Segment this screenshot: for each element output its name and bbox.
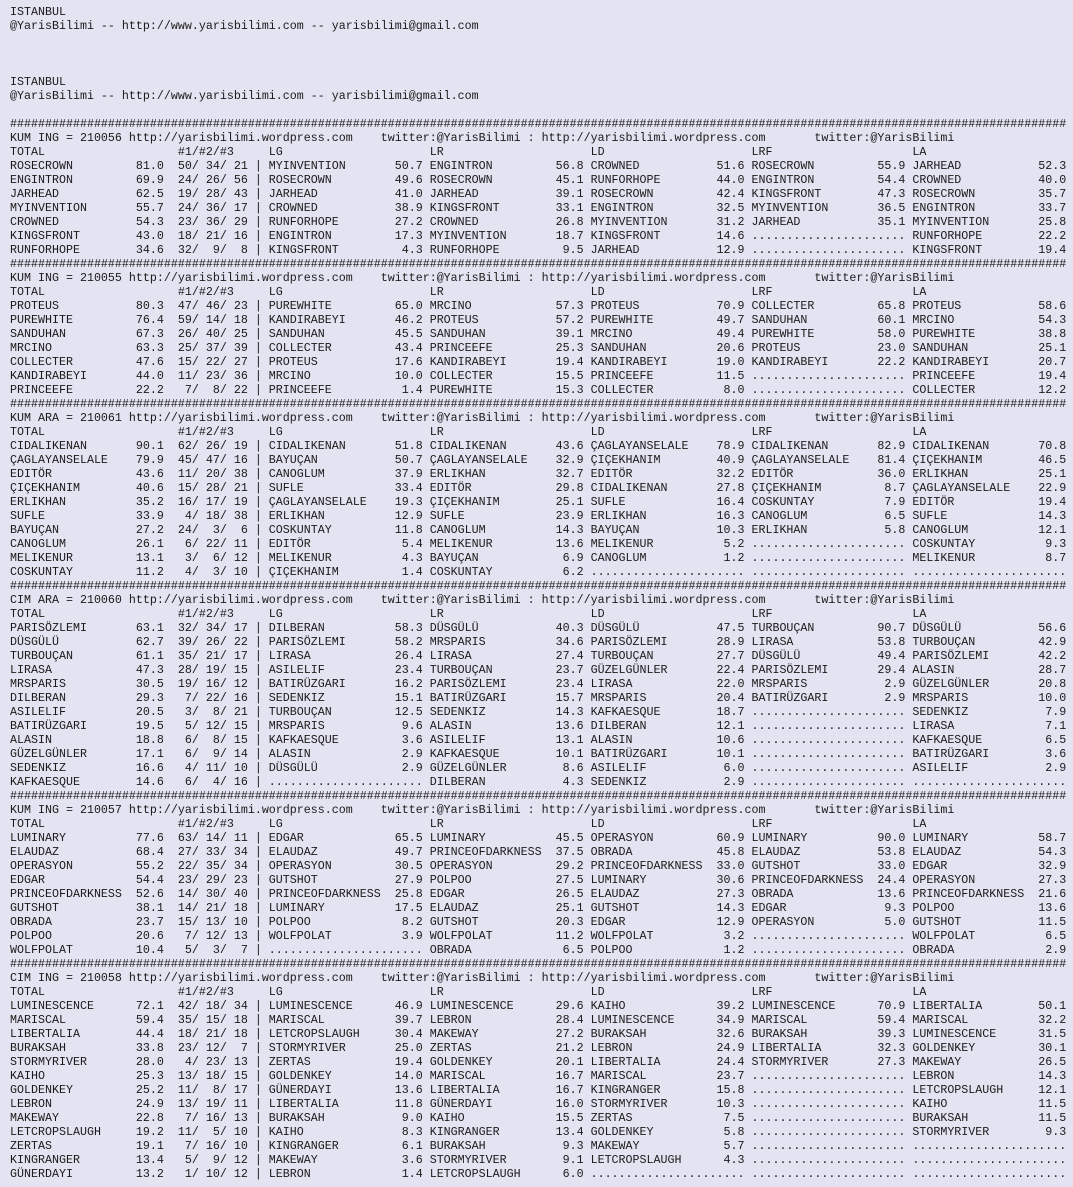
stats-row: ASILELIF 20.5 3/ 8/ 21 | TURBOUÇAN 12.5 SEDENKIZ 14.3 KAFKAESQUE 18.7 ...................... SEDENKIZ 7.9 [10, 705, 1067, 719]
stats-row: EDITÖR 43.6 11/ 20/ 38 | CANOGLUM 37.9 ERLIKHAN 32.7 EDITÖR 32.2 EDITÖR 36.0 ERLIKHAN 25.1 [10, 467, 1067, 481]
stats-row: CIDALIKENAN 90.1 62/ 26/ 19 | CIDALIKENAN 51.8 CIDALIKENAN 43.6 ÇAGLAYANSELALE 78.9 CIDALIKENAN 82.9 CIDALIKENAN 70.8 [10, 439, 1067, 453]
stats-row: OPERASYON 55.2 22/ 35/ 34 | OPERASYON 30.5 OPERASYON 29.2 PRINCEOFDARKNESS 33.0 GUTSHOT 33.0 EDGAR 32.9 [10, 859, 1067, 873]
stats-row: PRINCEOFDARKNESS 52.6 14/ 30/ 40 | PRINCEOFDARKNESS 25.8 EDGAR 26.5 ELAUDAZ 27.3 OBRADA 13.6 PRINCEOFDARKNESS 21.6 [10, 887, 1067, 901]
preamble-line: @YarisBilimi -- http://www.yarisbilimi.com -- yarisbilimi@gmail.com [10, 89, 479, 103]
stats-row: SANDUHAN 67.3 26/ 40/ 25 | SANDUHAN 45.5 SANDUHAN 39.1 MRCINO 49.4 PUREWHITE 58.0 PUREWHITE 38.8 [10, 327, 1067, 341]
column-headers-line: TOTAL #1/#2/#3 LG LR LD LRF LA [10, 985, 927, 999]
section-title-line: CIM ARA = 210060 http://yarisbilimi.wordpress.com twitter:@YarisBilimi : http://yarisbilimi.wordpress.com twitter:@YarisBilimi [10, 593, 955, 607]
blank-line [10, 103, 1073, 117]
stats-row: SUFLE 33.9 4/ 18/ 38 | ERLIKHAN 12.9 SUFLE 23.9 ERLIKHAN 16.3 CANOGLUM 6.5 SUFLE 14.3 [10, 509, 1067, 523]
preamble-line: ISTANBUL [10, 75, 66, 89]
stats-row: MELIKENUR 13.1 3/ 6/ 12 | MELIKENUR 4.3 BAYUÇAN 6.9 CANOGLUM 1.2 ...................... MELIKENUR 8.7 [10, 551, 1067, 565]
stats-row: SEDENKIZ 16.6 4/ 11/ 10 | DÜSGÜLÜ 2.9 GÜZELGÜNLER 8.6 ASILELIF 6.0 ...................... ASILELIF 2.9 [10, 761, 1067, 775]
stats-row: ERLIKHAN 35.2 16/ 17/ 19 | ÇAGLAYANSELALE 19.3 ÇIÇEKHANIM 25.1 SUFLE 16.4 COSKUNTAY 7.9 EDITÖR 19.4 [10, 495, 1067, 509]
stats-row: LEBRON 24.9 13/ 19/ 11 | LIBERTALIA 11.8 GÜNERDAYI 16.0 STORMYRIVER 10.3 ...................... KAIHO 11.5 [10, 1097, 1067, 1111]
stats-row: PRINCEEFE 22.2 7/ 8/ 22 | PRINCEEFE 1.4 PUREWHITE 15.3 COLLECTER 8.0 ...................... COLLECTER 12.2 [10, 383, 1067, 397]
stats-row: MRCINO 63.3 25/ 37/ 39 | COLLECTER 43.4 PRINCEEFE 25.3 SANDUHAN 20.6 PROTEUS 23.0 SANDUHAN 25.1 [10, 341, 1067, 355]
section-cim-ara-210060 [10, 579, 1073, 789]
stats-row: ENGINTRON 69.9 24/ 26/ 56 | ROSECROWN 49.6 ROSECROWN 45.1 RUNFORHOPE 44.0 ENGINTRON 54.4 CROWNED 40.0 [10, 173, 1067, 187]
column-headers-line: TOTAL #1/#2/#3 LG LR LD LRF LA [10, 145, 927, 159]
stats-row: MARISCAL 59.4 35/ 15/ 18 | MARISCAL 39.7 LEBRON 28.4 LUMINESCENCE 34.9 MARISCAL 59.4 MARISCAL 32.2 [10, 1013, 1067, 1027]
section-kum-ing-210056 [10, 117, 1073, 257]
stats-row: LETCROPSLAUGH 19.2 11/ 5/ 10 | KAIHO 8.3 KINGRANGER 13.4 GOLDENKEY 5.8 ...................... STORMYRIVER 9.3 [10, 1125, 1067, 1139]
stats-row: ZERTAS 19.1 7/ 16/ 10 | KINGRANGER 6.1 BURAKSAH 9.3 MAKEWAY 5.7 ...................... ...................... [10, 1139, 1067, 1153]
section-title-line: KUM ARA = 210061 http://yarisbilimi.wordpress.com twitter:@YarisBilimi : http://yarisbilimi.wordpress.com twitter:@YarisBilimi [10, 411, 955, 425]
section-title-line: KUM ING = 210057 http://yarisbilimi.wordpress.com twitter:@YarisBilimi : http://yarisbilimi.wordpress.com twitter:@YarisBilimi [10, 803, 955, 817]
section-title-line: KUM ING = 210056 http://yarisbilimi.wordpress.com twitter:@YarisBilimi : http://yarisbilimi.wordpress.com twitter:@YarisBilimi [10, 131, 955, 145]
stats-row: DILBERAN 29.3 7/ 22/ 16 | SEDENKIZ 15.1 BATIRÜZGARI 15.7 MRSPARIS 20.4 BATIRÜZGARI 2.9 MRSPARIS 10.0 [10, 691, 1067, 705]
stats-row: PARISÖZLEMI 63.1 32/ 34/ 17 | DILBERAN 58.3 DÜSGÜLÜ 40.3 DÜSGÜLÜ 47.5 TURBOUÇAN 90.7 DÜSGÜLÜ 56.6 [10, 621, 1067, 635]
stats-row: GÜNERDAYI 13.2 1/ 10/ 12 | LEBRON 1.4 LETCROPSLAUGH 6.0 ...................... ...................... ...................... [10, 1167, 1067, 1181]
blank-line [10, 47, 1073, 61]
stats-row: PROTEUS 80.3 47/ 46/ 23 | PUREWHITE 65.0 MRCINO 57.3 PROTEUS 70.9 COLLECTER 65.8 PROTEUS 58.6 [10, 299, 1067, 313]
stats-row: ALASIN 18.8 6/ 8/ 15 | KAFKAESQUE 3.6 ASILELIF 13.1 ALASIN 10.6 ...................... KAFKAESQUE 6.5 [10, 733, 1067, 747]
section-cim-ing-210058 [10, 957, 1073, 1181]
section-title-line: KUM ING = 210055 http://yarisbilimi.wordpress.com twitter:@YarisBilimi : http://yarisbilimi.wordpress.com twitter:@YarisBilimi [10, 271, 955, 285]
blank-line [10, 33, 1073, 47]
stats-row: COLLECTER 47.6 15/ 22/ 27 | PROTEUS 17.6 KANDIRABEYI 19.4 KANDIRABEYI 19.0 KANDIRABEYI 22.2 KANDIRABEYI 20.7 [10, 355, 1067, 369]
section-separator: ####################################################################################################################################################### [10, 789, 1067, 803]
stats-row: EDGAR 54.4 23/ 29/ 23 | GUTSHOT 27.9 POLPOO 27.5 LUMINARY 30.6 PRINCEOFDARKNESS 24.4 OPERASYON 27.3 [10, 873, 1067, 887]
stats-row: JARHEAD 62.5 19/ 28/ 43 | JARHEAD 41.0 JARHEAD 39.1 ROSECROWN 42.4 KINGSFRONT 47.3 ROSECROWN 35.7 [10, 187, 1067, 201]
section-kum-ing-210057 [10, 789, 1073, 957]
stats-row: BURAKSAH 33.8 23/ 12/ 7 | STORMYRIVER 25.0 ZERTAS 21.2 LEBRON 24.9 LIBERTALIA 32.3 GOLDENKEY 30.1 [10, 1041, 1067, 1055]
stats-row: KAFKAESQUE 14.6 6/ 4/ 16 | ...................... DILBERAN 4.3 SEDENKIZ 2.9 ...................... ...................... [10, 775, 1067, 789]
stats-row: LUMINESCENCE 72.1 42/ 18/ 34 | LUMINESCENCE 46.9 LUMINESCENCE 29.6 KAIHO 39.2 LUMINESCENCE 70.9 LIBERTALIA 50.1 [10, 999, 1067, 1013]
stats-row: MRSPARIS 30.5 19/ 16/ 12 | BATIRÜZGARI 16.2 PARISÖZLEMI 23.4 LIRASA 22.0 MRSPARIS 2.9 GÜZELGÜNLER 20.8 [10, 677, 1067, 691]
preamble-line: ISTANBUL [10, 5, 66, 19]
stats-row: LIRASA 47.3 28/ 19/ 15 | ASILELIF 23.4 TURBOUÇAN 23.7 GÜZELGÜNLER 22.4 PARISÖZLEMI 29.4 ALASIN 28.7 [10, 663, 1067, 677]
stats-row: DÜSGÜLÜ 62.7 39/ 26/ 22 | PARISÖZLEMI 58.2 MRSPARIS 34.6 PARISÖZLEMI 28.9 LIRASA 53.8 TURBOUÇAN 42.9 [10, 635, 1067, 649]
section-kum-ara-210061 [10, 397, 1073, 579]
stats-row: LIBERTALIA 44.4 18/ 21/ 18 | LETCROPSLAUGH 30.4 MAKEWAY 27.2 BURAKSAH 32.6 BURAKSAH 39.3 LUMINESCENCE 31.5 [10, 1027, 1067, 1041]
section-separator: ####################################################################################################################################################### [10, 397, 1067, 411]
section-separator: ####################################################################################################################################################### [10, 257, 1067, 271]
stats-row: ROSECROWN 81.0 50/ 34/ 21 | MYINVENTION 50.7 ENGINTRON 56.8 CROWNED 51.6 ROSECROWN 55.9 JARHEAD 52.3 [10, 159, 1067, 173]
column-headers-line: TOTAL #1/#2/#3 LG LR LD LRF LA [10, 817, 927, 831]
stats-row: TURBOUÇAN 61.1 35/ 21/ 17 | LIRASA 26.4 LIRASA 27.4 TURBOUÇAN 27.7 DÜSGÜLÜ 49.4 PARISÖZLEMI 42.2 [10, 649, 1067, 663]
stats-row: LUMINARY 77.6 63/ 14/ 11 | EDGAR 65.5 LUMINARY 45.5 OPERASYON 60.9 LUMINARY 90.0 LUMINARY 58.7 [10, 831, 1067, 845]
preamble-line: @YarisBilimi -- http://www.yarisbilimi.com -- yarisbilimi@gmail.com [10, 19, 479, 33]
section-kum-ing-210055 [10, 257, 1073, 397]
column-headers-line: TOTAL #1/#2/#3 LG LR LD LRF LA [10, 607, 927, 621]
stats-row: BAYUÇAN 27.2 24/ 3/ 6 | COSKUNTAY 11.8 CANOGLUM 14.3 BAYUÇAN 10.3 ERLIKHAN 5.8 CANOGLUM 12.1 [10, 523, 1067, 537]
blank-line [10, 61, 1073, 75]
column-headers-line: TOTAL #1/#2/#3 LG LR LD LRF LA [10, 425, 927, 439]
stats-row: CROWNED 54.3 23/ 36/ 29 | RUNFORHOPE 27.2 CROWNED 26.8 MYINVENTION 31.2 JARHEAD 35.1 MYINVENTION 25.8 [10, 215, 1067, 229]
stats-row: PUREWHITE 76.4 59/ 14/ 18 | KANDIRABEYI 46.2 PROTEUS 57.2 PUREWHITE 49.7 SANDUHAN 60.1 MRCINO 54.3 [10, 313, 1067, 327]
stats-row: STORMYRIVER 28.0 4/ 23/ 13 | ZERTAS 19.4 GOLDENKEY 20.1 LIBERTALIA 24.4 STORMYRIVER 27.3 MAKEWAY 26.5 [10, 1055, 1067, 1069]
section-title-line: CIM ING = 210058 http://yarisbilimi.wordpress.com twitter:@YarisBilimi : http://yarisbilimi.wordpress.com twitter:@YarisBilimi [10, 971, 955, 985]
stats-row: GOLDENKEY 25.2 11/ 8/ 17 | GÜNERDAYI 13.6 LIBERTALIA 16.7 KINGRANGER 15.8 ...................... LETCROPSLAUGH 12.1 [10, 1083, 1067, 1097]
stats-row: KAIHO 25.3 13/ 18/ 15 | GOLDENKEY 14.0 MARISCAL 16.7 MARISCAL 23.7 ...................... LEBRON 14.3 [10, 1069, 1067, 1083]
section-separator: ####################################################################################################################################################### [10, 579, 1067, 593]
stats-row: RUNFORHOPE 34.6 32/ 9/ 8 | KINGSFRONT 4.3 RUNFORHOPE 9.5 JARHEAD 12.9 ...................... KINGSFRONT 19.4 [10, 243, 1067, 257]
column-headers-line: TOTAL #1/#2/#3 LG LR LD LRF LA [10, 285, 927, 299]
stats-row: MAKEWAY 22.8 7/ 16/ 13 | BURAKSAH 9.0 KAIHO 15.5 ZERTAS 7.5 ...................... BURAKSAH 11.5 [10, 1111, 1067, 1125]
stats-row: KANDIRABEYI 44.0 11/ 23/ 36 | MRCINO 10.0 COLLECTER 15.5 PRINCEEFE 11.5 ...................... PRINCEEFE 19.4 [10, 369, 1067, 383]
stats-row: KINGSFRONT 43.0 18/ 21/ 16 | ENGINTRON 17.3 MYINVENTION 18.7 KINGSFRONT 14.6 ...................... RUNFORHOPE 22.2 [10, 229, 1067, 243]
section-separator: ####################################################################################################################################################### [10, 117, 1067, 131]
stats-row: GUTSHOT 38.1 14/ 21/ 18 | LUMINARY 17.5 ELAUDAZ 25.1 GUTSHOT 14.3 EDGAR 9.3 POLPOO 13.6 [10, 901, 1067, 915]
stats-row: ELAUDAZ 68.4 27/ 33/ 34 | ELAUDAZ 49.7 PRINCEOFDARKNESS 37.5 OBRADA 45.8 ELAUDAZ 53.8 ELAUDAZ 54.3 [10, 845, 1067, 859]
stats-row: KINGRANGER 13.4 5/ 9/ 12 | MAKEWAY 3.6 STORMYRIVER 9.1 LETCROPSLAUGH 4.3 ...................... ...................... [10, 1153, 1067, 1167]
stats-row: BATIRÜZGARI 19.5 5/ 12/ 15 | MRSPARIS 9.6 ALASIN 13.6 DILBERAN 12.1 ...................... LIRASA 7.1 [10, 719, 1067, 733]
stats-row: POLPOO 20.6 7/ 12/ 13 | WOLFPOLAT 3.9 WOLFPOLAT 11.2 WOLFPOLAT 3.2 ...................... WOLFPOLAT 6.5 [10, 929, 1067, 943]
stats-row: ÇAGLAYANSELALE 79.9 45/ 47/ 16 | BAYUÇAN 50.7 ÇAGLAYANSELALE 32.9 ÇIÇEKHANIM 40.9 ÇAGLAYANSELALE 81.4 ÇIÇEKHANIM 46.5 [10, 453, 1067, 467]
section-separator: ####################################################################################################################################################### [10, 957, 1067, 971]
stats-row: ÇIÇEKHANIM 40.6 15/ 28/ 21 | SUFLE 33.4 EDITÖR 29.8 CIDALIKENAN 27.8 ÇIÇEKHANIM 8.7 ÇAGLAYANSELALE 22.9 [10, 481, 1067, 495]
stats-row: CANOGLUM 26.1 6/ 22/ 11 | EDITÖR 5.4 MELIKENUR 13.6 MELIKENUR 5.2 ...................... COSKUNTAY 9.3 [10, 537, 1067, 551]
stats-row: OBRADA 23.7 15/ 13/ 10 | POLPOO 8.2 GUTSHOT 20.3 EDGAR 12.9 OPERASYON 5.0 GUTSHOT 11.5 [10, 915, 1067, 929]
stats-row: GÜZELGÜNLER 17.1 6/ 9/ 14 | ALASIN 2.9 KAFKAESQUE 10.1 BATIRÜZGARI 10.1 ...................... BATIRÜZGARI 3.6 [10, 747, 1067, 761]
stats-row: WOLFPOLAT 10.4 5/ 3/ 7 | ...................... OBRADA 6.5 POLPOO 1.2 ...................... OBRADA 2.9 [10, 943, 1067, 957]
stats-row: COSKUNTAY 11.2 4/ 3/ 10 | ÇIÇEKHANIM 1.4 COSKUNTAY 6.2 ...................... ...................... ...................... [10, 565, 1067, 579]
stats-row: MYINVENTION 55.7 24/ 36/ 17 | CROWNED 38.9 KINGSFRONT 33.1 ENGINTRON 32.5 MYINVENTION 36.5 ENGINTRON 33.7 [10, 201, 1067, 215]
preamble [10, 5, 1073, 117]
